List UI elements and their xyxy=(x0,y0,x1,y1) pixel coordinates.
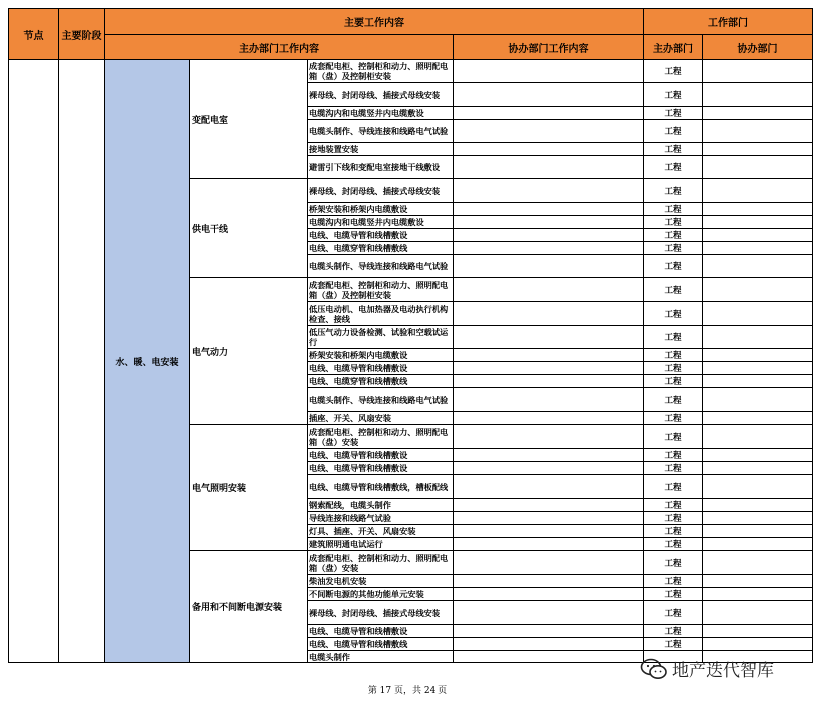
assist-dept-cell xyxy=(703,512,813,525)
work-item-cell: 柴油发电机安装 xyxy=(308,575,454,588)
category-cell: 备用和不间断电源安装 xyxy=(190,551,308,663)
assist-work-cell xyxy=(454,525,644,538)
work-item-cell: 成套配电柜、控制柜和动力、照明配电箱（盘）及控制柜安装 xyxy=(308,60,454,83)
assist-dept-cell xyxy=(703,575,813,588)
work-item-cell: 电线、电缆导管和线槽敷设 xyxy=(308,449,454,462)
assist-dept-cell xyxy=(703,349,813,362)
assist-work-cell xyxy=(454,449,644,462)
lead-dept-cell: 工程 xyxy=(644,525,703,538)
watermark-text: 地产迭代智库 xyxy=(672,661,774,681)
assist-work-cell xyxy=(454,651,644,663)
assist-work-cell xyxy=(454,60,644,83)
work-item-cell: 电缆沟内和电缆竖井内电缆敷设 xyxy=(308,107,454,120)
lead-dept-cell: 工程 xyxy=(644,302,703,326)
assist-work-cell xyxy=(454,412,644,425)
lead-dept-cell: 工程 xyxy=(644,120,703,143)
table-row xyxy=(9,60,813,83)
assist-work-cell xyxy=(454,216,644,229)
assist-work-cell xyxy=(454,512,644,525)
assist-dept-cell xyxy=(703,60,813,83)
lead-dept-cell: 工程 xyxy=(644,449,703,462)
work-item-cell: 插座、开关、风扇安装 xyxy=(308,412,454,425)
assist-work-cell xyxy=(454,203,644,216)
assist-dept-cell xyxy=(703,83,813,107)
lead-dept-cell: 工程 xyxy=(644,326,703,349)
work-item-cell: 钢索配线，电缆头制作 xyxy=(308,499,454,512)
work-item-cell: 电线、电缆导管和线槽敷线，槽板配线 xyxy=(308,475,454,499)
assist-work-cell xyxy=(454,179,644,203)
lead-dept-cell: 工程 xyxy=(644,255,703,278)
assist-work-cell xyxy=(454,601,644,625)
assist-dept-cell xyxy=(703,216,813,229)
assist-work-cell xyxy=(454,575,644,588)
assist-dept-cell xyxy=(703,551,813,575)
work-item-cell: 电线、电缆导管和线槽敷设 xyxy=(308,362,454,375)
work-item-cell: 灯具、插座、开关、风扇安装 xyxy=(308,525,454,538)
assist-work-cell xyxy=(454,120,644,143)
work-item-cell: 不间断电源的其他功能单元安装 xyxy=(308,588,454,601)
lead-dept-cell: 工程 xyxy=(644,349,703,362)
watermark xyxy=(640,656,774,681)
header-assist-dept: 协办部门 xyxy=(703,35,813,60)
lead-dept-cell: 工程 xyxy=(644,638,703,651)
assist-dept-cell xyxy=(703,462,813,475)
assist-dept-cell xyxy=(703,362,813,375)
stage-cell xyxy=(59,60,105,663)
assist-dept-cell xyxy=(703,388,813,412)
work-item-cell: 成套配电柜、控制柜和动力、照明配电箱（盘）及控制柜安装 xyxy=(308,278,454,302)
assist-work-cell xyxy=(454,255,644,278)
assist-dept-cell xyxy=(703,638,813,651)
assist-work-cell xyxy=(454,302,644,326)
lead-dept-cell: 工程 xyxy=(644,575,703,588)
work-item-cell: 接地装置安装 xyxy=(308,143,454,156)
lead-dept-cell: 工程 xyxy=(644,179,703,203)
work-item-cell: 电线、电缆穿管和线槽敷线 xyxy=(308,242,454,255)
header-stage: 主要阶段 xyxy=(59,9,105,60)
work-item-cell: 桥架安装和桥架内电缆敷设 xyxy=(308,203,454,216)
assist-dept-cell xyxy=(703,120,813,143)
lead-dept-cell: 工程 xyxy=(644,412,703,425)
assist-work-cell xyxy=(454,425,644,449)
work-item-cell: 裸母线、封闭母线、插接式母线安装 xyxy=(308,601,454,625)
lead-dept-cell: 工程 xyxy=(644,625,703,638)
assist-work-cell xyxy=(454,143,644,156)
lead-dept-cell: 工程 xyxy=(644,499,703,512)
assist-dept-cell xyxy=(703,255,813,278)
work-item-cell: 低压气动力设备检测、试验和空载试运行 xyxy=(308,326,454,349)
lead-dept-cell: 工程 xyxy=(644,462,703,475)
work-item-cell: 电缆头制作、导线连接和线路电气试验 xyxy=(308,120,454,143)
lead-dept-cell: 工程 xyxy=(644,425,703,449)
work-item-cell: 裸母线、封闭母线、插接式母线安装 xyxy=(308,83,454,107)
category-cell: 供电干线 xyxy=(190,179,308,278)
lead-dept-cell: 工程 xyxy=(644,375,703,388)
assist-dept-cell xyxy=(703,156,813,179)
assist-work-cell xyxy=(454,499,644,512)
header-dept: 工作部门 xyxy=(644,9,813,35)
assist-dept-cell xyxy=(703,449,813,462)
assist-dept-cell xyxy=(703,601,813,625)
header-main-work: 主要工作内容 xyxy=(105,9,644,35)
header-assist-work: 协办部门工作内容 xyxy=(454,35,644,60)
lead-dept-cell: 工程 xyxy=(644,512,703,525)
assist-dept-cell xyxy=(703,179,813,203)
lead-dept-cell: 工程 xyxy=(644,388,703,412)
assist-dept-cell xyxy=(703,278,813,302)
node-cell xyxy=(9,60,59,663)
assist-dept-cell xyxy=(703,538,813,551)
assist-work-cell xyxy=(454,551,644,575)
work-content-table xyxy=(8,8,813,663)
lead-dept-cell: 工程 xyxy=(644,551,703,575)
assist-dept-cell xyxy=(703,625,813,638)
assist-dept-cell xyxy=(703,499,813,512)
assist-work-cell xyxy=(454,83,644,107)
work-item-cell: 电缆头制作、导线连接和线路电气试验 xyxy=(308,255,454,278)
table-body xyxy=(9,60,813,663)
lead-dept-cell: 工程 xyxy=(644,362,703,375)
stage-label: 水、暖、电安装 xyxy=(105,60,190,663)
assist-work-cell xyxy=(454,588,644,601)
assist-work-cell xyxy=(454,156,644,179)
lead-dept-cell: 工程 xyxy=(644,83,703,107)
assist-work-cell xyxy=(454,326,644,349)
lead-dept-cell: 工程 xyxy=(644,229,703,242)
assist-work-cell xyxy=(454,538,644,551)
lead-dept-cell: 工程 xyxy=(644,156,703,179)
lead-dept-cell: 工程 xyxy=(644,60,703,83)
work-item-cell: 电线、电缆导管和线槽敷设 xyxy=(308,625,454,638)
category-cell: 变配电室 xyxy=(190,60,308,179)
spreadsheet-page xyxy=(8,8,812,663)
lead-dept-cell: 工程 xyxy=(644,216,703,229)
assist-dept-cell xyxy=(703,326,813,349)
wechat-icon xyxy=(640,658,668,680)
assist-work-cell xyxy=(454,462,644,475)
lead-dept-cell: 工程 xyxy=(644,538,703,551)
lead-dept-cell: 工程 xyxy=(644,143,703,156)
lead-dept-cell: 工程 xyxy=(644,601,703,625)
assist-dept-cell xyxy=(703,203,813,216)
assist-dept-cell xyxy=(703,242,813,255)
work-item-cell: 电线、电缆导管和线槽敷设 xyxy=(308,462,454,475)
category-cell: 电气动力 xyxy=(190,278,308,425)
work-item-cell: 成套配电柜、控制柜和动力、照明配电箱（盘）安装 xyxy=(308,425,454,449)
assist-dept-cell xyxy=(703,425,813,449)
assist-work-cell xyxy=(454,375,644,388)
assist-work-cell xyxy=(454,242,644,255)
work-item-cell: 桥架安装和桥架内电缆敷设 xyxy=(308,349,454,362)
lead-dept-cell: 工程 xyxy=(644,242,703,255)
lead-dept-cell: 工程 xyxy=(644,278,703,302)
assist-dept-cell xyxy=(703,107,813,120)
header-node: 节点 xyxy=(9,9,59,60)
assist-dept-cell xyxy=(703,525,813,538)
assist-work-cell xyxy=(454,475,644,499)
work-item-cell: 低压电动机、电加热器及电动执行机构检查、接线 xyxy=(308,302,454,326)
assist-work-cell xyxy=(454,349,644,362)
header-lead-dept: 主办部门 xyxy=(644,35,703,60)
work-item-cell: 裸母线、封闭母线、插接式母线安装 xyxy=(308,179,454,203)
work-item-cell: 导线连接和线路气试验 xyxy=(308,512,454,525)
work-item-cell: 电线、电缆导管和线槽敷线 xyxy=(308,638,454,651)
lead-dept-cell: 工程 xyxy=(644,588,703,601)
assist-dept-cell xyxy=(703,375,813,388)
category-cell: 电气照明安装 xyxy=(190,425,308,551)
assist-work-cell xyxy=(454,388,644,412)
assist-work-cell xyxy=(454,107,644,120)
work-item-cell: 电缆沟内和电缆竖井内电缆敷设 xyxy=(308,216,454,229)
assist-dept-cell xyxy=(703,302,813,326)
header-lead-work: 主办部门工作内容 xyxy=(105,35,454,60)
assist-dept-cell xyxy=(703,412,813,425)
lead-dept-cell: 工程 xyxy=(644,107,703,120)
work-item-cell: 避雷引下线和变配电室接地干线敷设 xyxy=(308,156,454,179)
assist-work-cell xyxy=(454,625,644,638)
assist-dept-cell xyxy=(703,229,813,242)
assist-work-cell xyxy=(454,229,644,242)
lead-dept-cell: 工程 xyxy=(644,475,703,499)
work-item-cell: 电缆头制作 xyxy=(308,651,454,663)
work-item-cell: 电线、电缆导管和线槽敷设 xyxy=(308,229,454,242)
assist-dept-cell xyxy=(703,588,813,601)
lead-dept-cell: 工程 xyxy=(644,203,703,216)
assist-work-cell xyxy=(454,278,644,302)
assist-work-cell xyxy=(454,362,644,375)
work-item-cell: 电线、电缆穿管和线槽敷线 xyxy=(308,375,454,388)
work-item-cell: 建筑照明通电试运行 xyxy=(308,538,454,551)
assist-work-cell xyxy=(454,638,644,651)
assist-dept-cell xyxy=(703,475,813,499)
page-footer: 第 17 页，共 24 页 xyxy=(367,686,448,696)
work-item-cell: 成套配电柜、控制柜和动力、照明配电箱（盘）安装 xyxy=(308,551,454,575)
assist-dept-cell xyxy=(703,143,813,156)
work-item-cell: 电缆头制作、导线连接和线路电气试验 xyxy=(308,388,454,412)
